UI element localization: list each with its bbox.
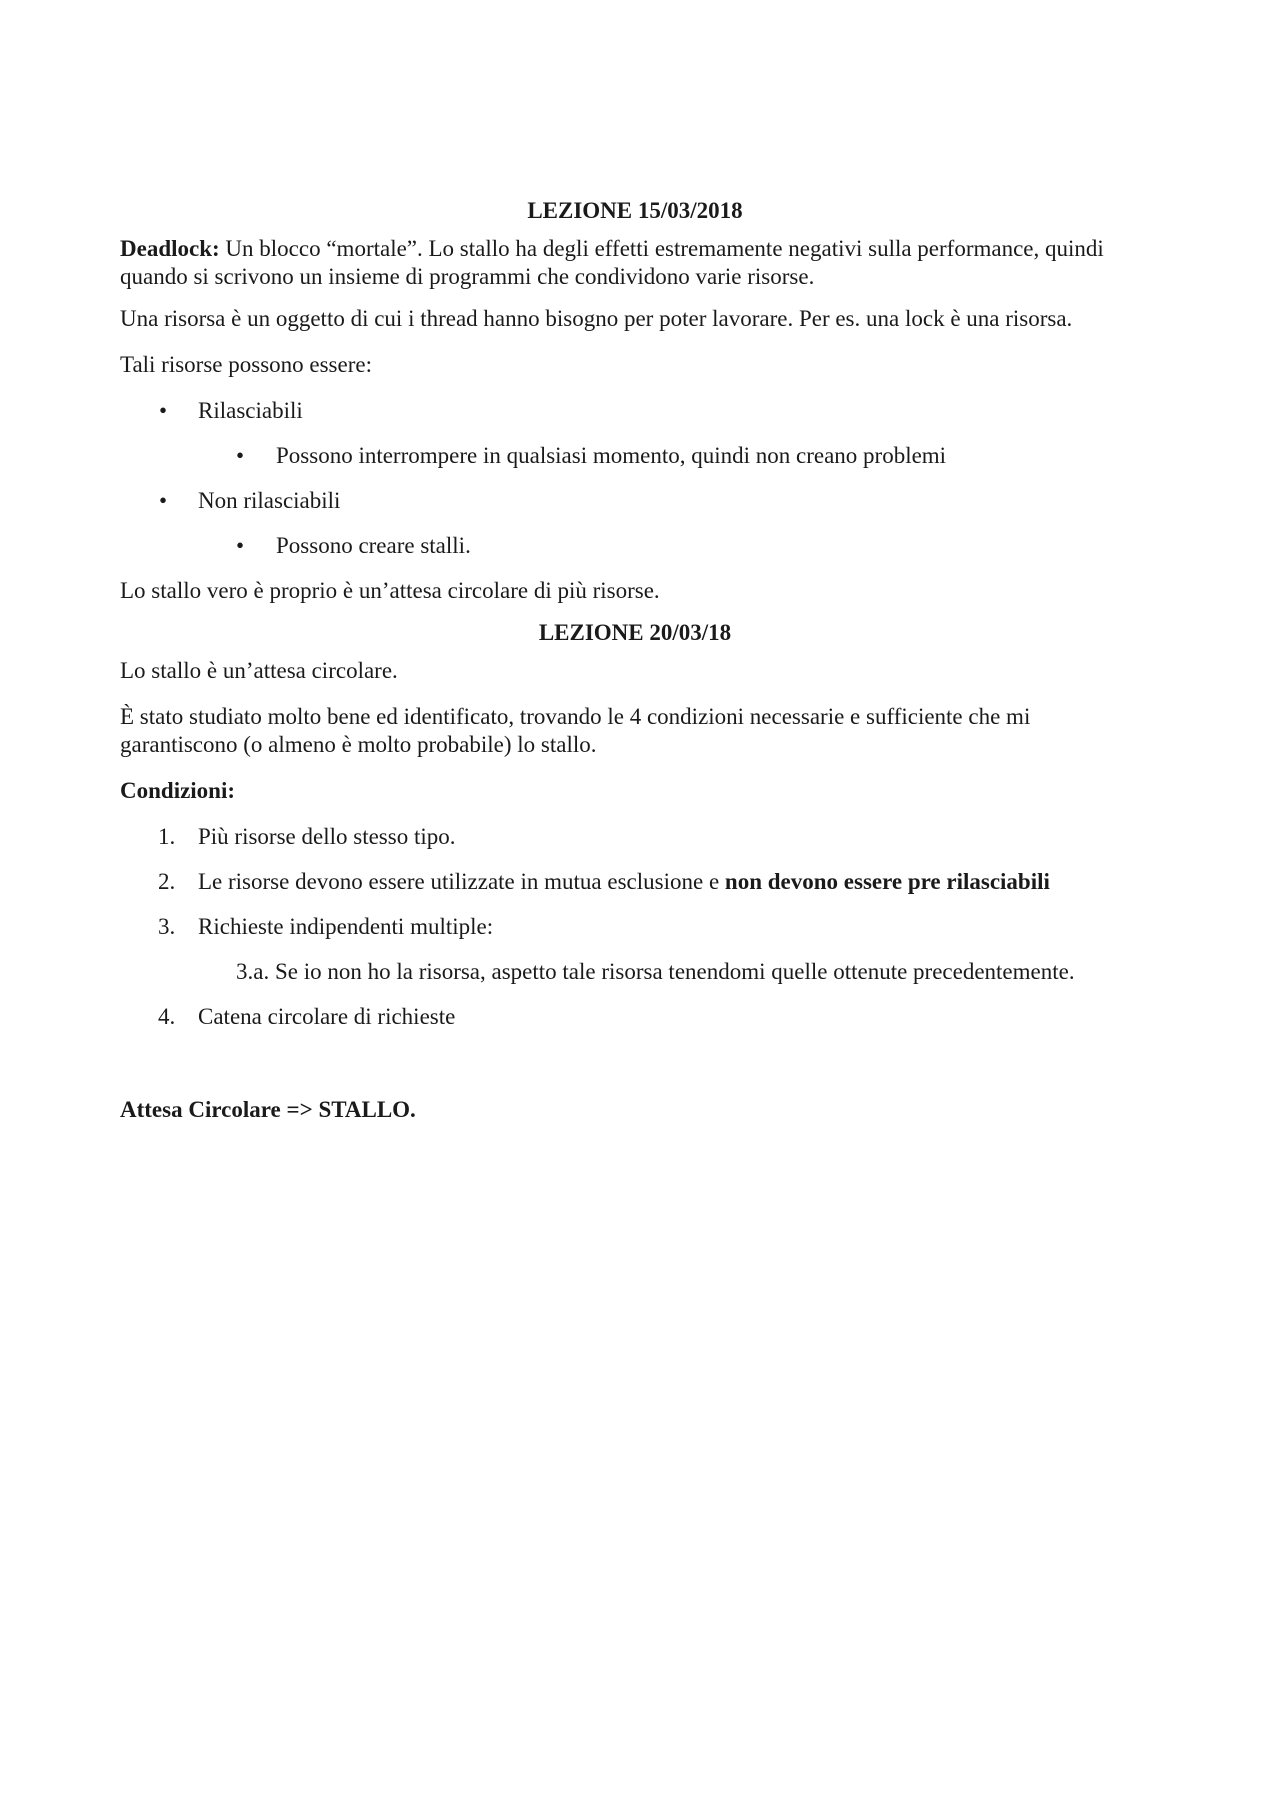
sub-bullet-label: Possono creare stalli. xyxy=(276,533,471,558)
condition-item-4 xyxy=(120,1003,1150,1031)
final-statement: Attesa Circolare => STALLO. xyxy=(120,1097,416,1122)
sub-condition-item xyxy=(120,958,1150,986)
condition-item-1 xyxy=(120,823,1150,851)
bullet-marker: • xyxy=(158,398,168,423)
condition-text: Richieste indipendenti multiple: xyxy=(198,914,494,939)
bullet-item xyxy=(120,397,1150,425)
studiato-paragraph: È stato studiato molto bene ed identificato, trovando le 4 condizioni necessarie e sufficiente che mi garantiscono (o almeno è molto probabile) lo stallo. xyxy=(120,704,1031,757)
condition-number: 2. xyxy=(158,869,176,894)
condition-number: 1. xyxy=(158,824,176,849)
deadlock-label: Deadlock: xyxy=(120,236,220,261)
bullet-label: Non rilasciabili xyxy=(198,488,341,513)
bullet-marker: • xyxy=(158,488,168,513)
condition-text-bold: non devono essere pre rilasciabili xyxy=(724,869,1050,894)
condition-text: Più risorse dello stesso tipo. xyxy=(198,824,456,849)
risorsa-paragraph: Una risorsa è un oggetto di cui i thread hanno bisogno per poter lavorare. Per es. una lock è una risorsa. xyxy=(120,306,1073,331)
sub-bullet-item xyxy=(120,442,1150,470)
condition-text-normal: Le risorse devono essere utilizzate in mutua esclusione e xyxy=(198,869,725,894)
condition-item-3 xyxy=(120,913,1150,941)
deadlock-text: Un blocco “mortale”. Lo stallo ha degli effetti estremamente negativi sulla performance, quindi quando si scrivono un insieme di programmi che condividono varie risorse. xyxy=(120,236,1104,289)
lesson-heading-2: LEZIONE 20/03/18 xyxy=(538,620,732,645)
deadlock-paragraph xyxy=(120,235,1150,291)
bullet-label: Rilasciabili xyxy=(198,398,303,423)
condition-text xyxy=(198,868,1050,896)
condition-number: 4. xyxy=(158,1004,176,1029)
lesson-heading-1: LEZIONE 15/03/2018 xyxy=(527,198,743,223)
stallo-vero-paragraph: Lo stallo vero è proprio è un’attesa circolare di più risorse. xyxy=(120,578,660,603)
tali-paragraph: Tali risorse possono essere: xyxy=(120,352,372,377)
sub-condition-text: 3.a. Se io non ho la risorsa, aspetto tale risorsa tenendomi quelle ottenute precedentemente. xyxy=(236,959,1075,984)
bullet-marker: • xyxy=(235,443,245,468)
bullet-item xyxy=(120,487,1150,515)
condizioni-label: Condizioni: xyxy=(120,778,236,803)
condition-number: 3. xyxy=(158,914,176,939)
condition-text: Catena circolare di richieste xyxy=(198,1004,456,1029)
bullet-marker: • xyxy=(235,533,245,558)
spacer xyxy=(120,1048,1150,1096)
sub-bullet-item xyxy=(120,532,1150,560)
condition-item-2 xyxy=(120,868,1150,896)
stallo-attesa-paragraph: Lo stallo è un’attesa circolare. xyxy=(120,658,398,683)
document-content xyxy=(120,197,1150,1142)
sub-bullet-label: Possono interrompere in qualsiasi momento, quindi non creano problemi xyxy=(276,443,947,468)
